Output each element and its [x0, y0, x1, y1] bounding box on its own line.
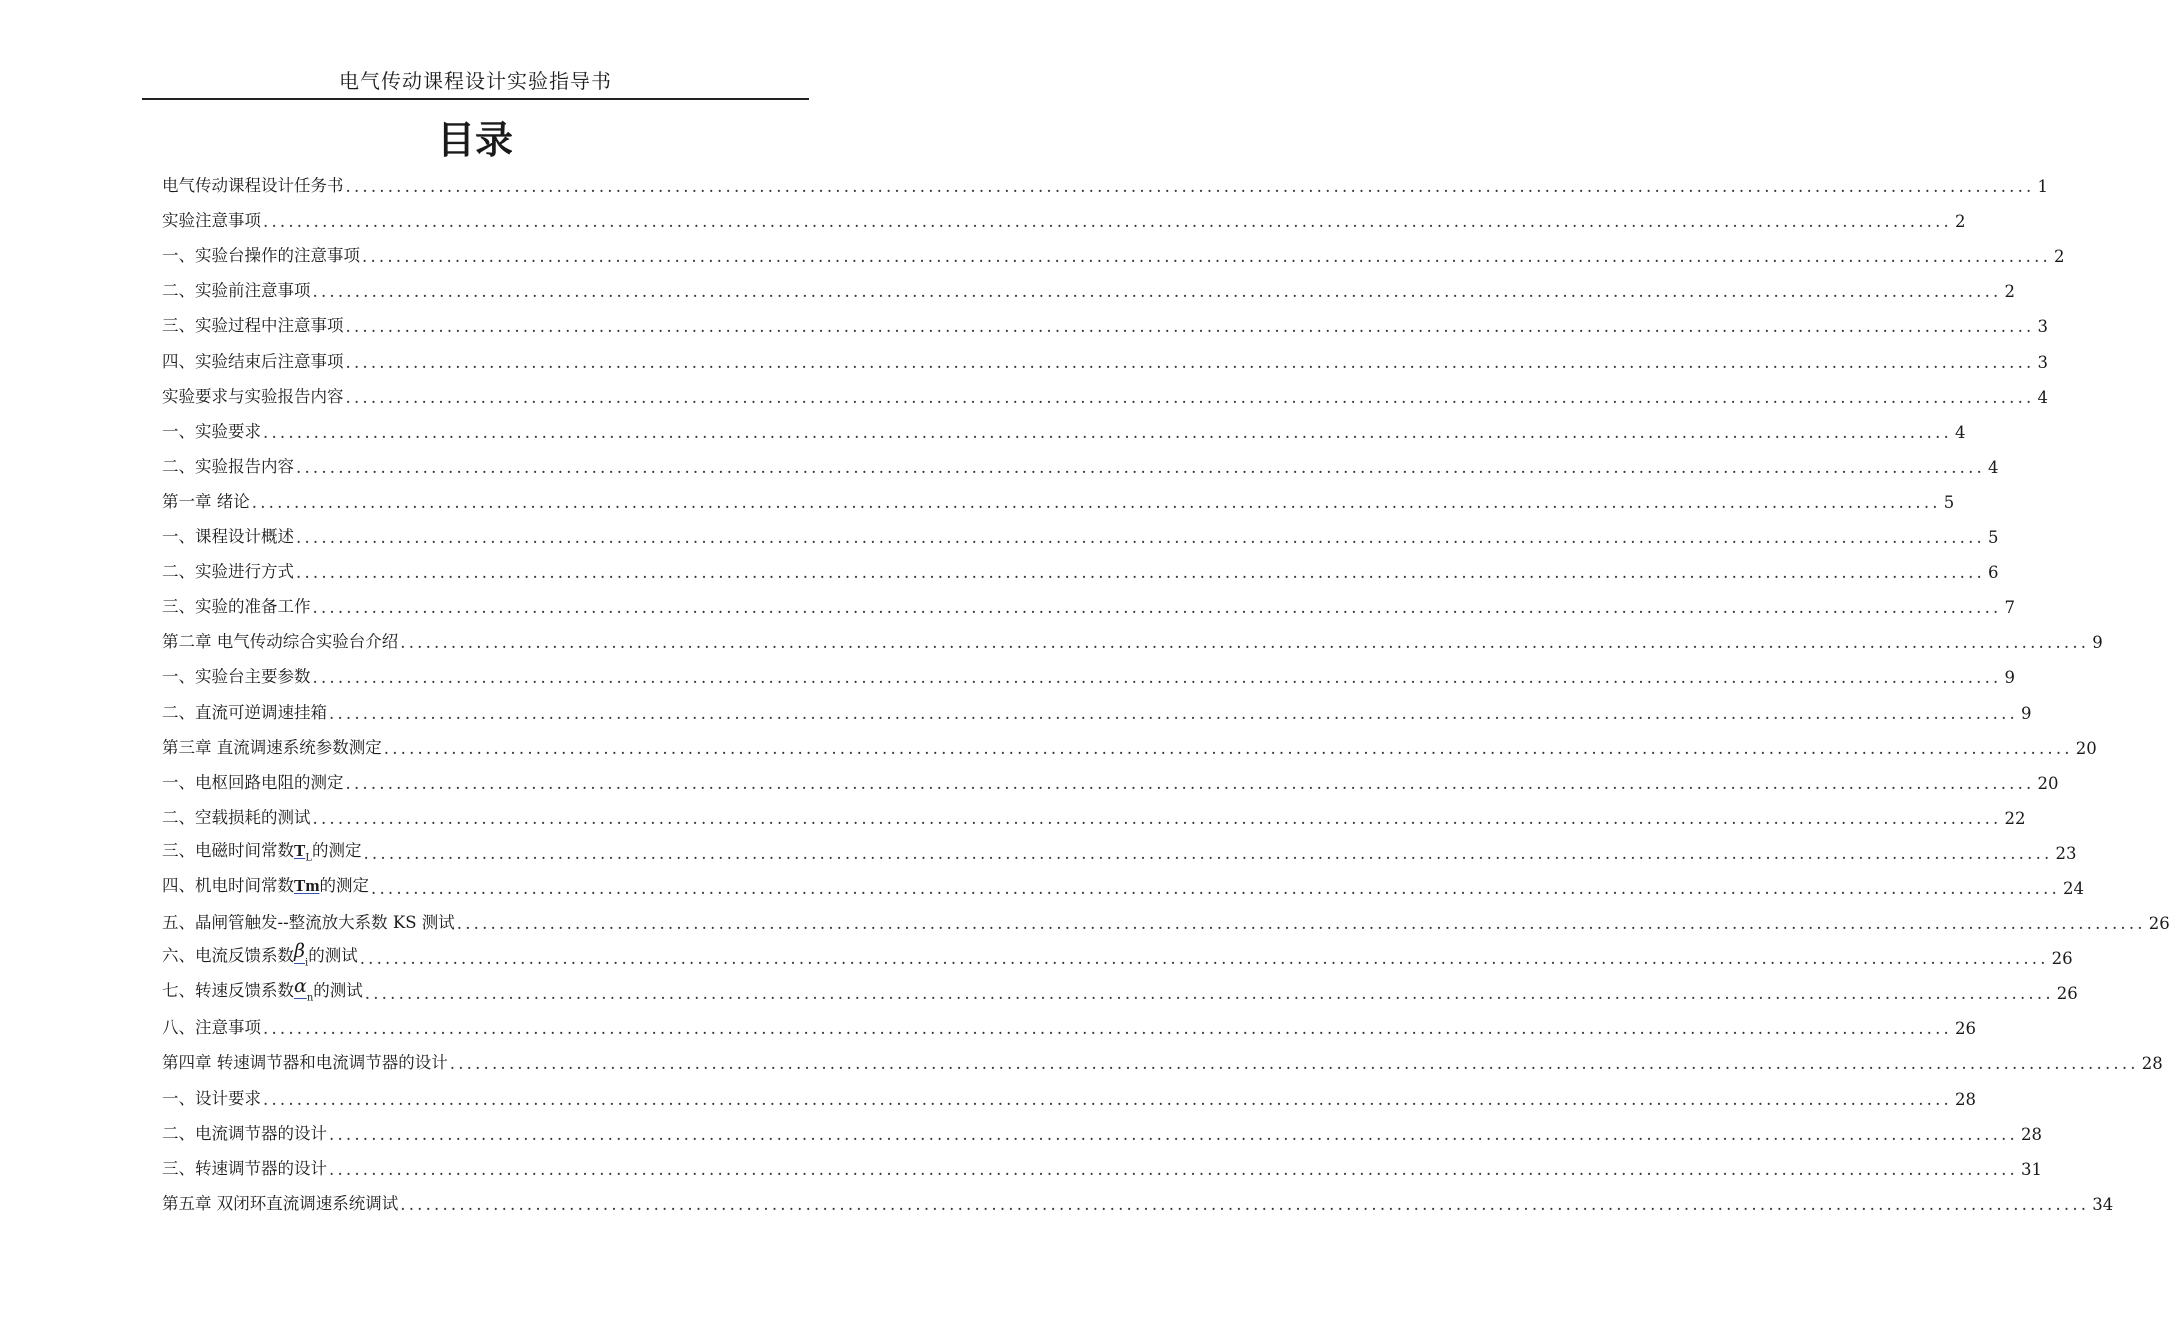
toc-entry[interactable] [162, 974, 2078, 1010]
toc-dot-leader: ........................................................................................................................................................................................................ [263, 422, 1952, 442]
toc-entry[interactable] [162, 1186, 2114, 1221]
toc-dot-leader: ........................................................................................................................................................................................................ [251, 492, 1941, 512]
toc-page-number: 6 [1987, 563, 1999, 583]
math-symbol [294, 840, 312, 863]
table-of-contents [162, 168, 2170, 1221]
toc-entry-label: 一、课程设计概述 [162, 527, 294, 547]
toc-entry[interactable] [162, 1010, 1976, 1045]
toc-dot-leader: ........................................................................................................................................................................................................ [456, 914, 2146, 934]
toc-entry-label: 二、直流可逆调速挂箱 [162, 702, 327, 722]
toc-entry[interactable] [162, 203, 1966, 238]
toc-page-number: 31 [2020, 1159, 2042, 1179]
toc-entry-label-prefix: 三、电磁时间常数 [162, 840, 294, 860]
math-symbol [294, 876, 320, 895]
toc-dot-leader: ........................................................................................................................................................................................................ [345, 317, 2035, 337]
toc-entry-label-prefix: 七、转速反馈系数 [162, 980, 294, 1000]
toc-entry-label: 五、晶闸管触发--整流放大系数 KS 测试 [162, 913, 455, 933]
toc-entry-label: 二、空载损耗的测试 [162, 807, 311, 827]
toc-entry-label: 一、实验台操作的注意事项 [162, 246, 360, 266]
toc-entry[interactable] [162, 484, 1955, 519]
toc-dot-leader: ........................................................................................................................................................................................................ [363, 843, 2053, 863]
toc-page-number: 9 [2020, 703, 2032, 723]
math-symbol-base: β [294, 939, 305, 962]
toc-entry-label-suffix: 的测试 [308, 945, 358, 965]
math-symbol [294, 974, 314, 1004]
toc-entry-label: 第三章 直流调速系统参数测定 [162, 737, 382, 757]
math-symbol-base: Tm [294, 875, 320, 895]
toc-entry-label [162, 940, 358, 968]
toc-entry[interactable] [162, 870, 2084, 905]
toc-entry-label: 第一章 绪论 [162, 491, 250, 511]
toc-entry[interactable] [162, 800, 2026, 835]
toc-entry[interactable] [162, 414, 1966, 449]
toc-page-number: 23 [2055, 843, 2077, 863]
toc-entry-label-suffix: 的测定 [311, 840, 362, 860]
toc-page-number: 3 [2037, 317, 2048, 337]
toc-page-number: 3 [2037, 352, 2048, 372]
toc-page-number: 1 [2037, 177, 2048, 197]
toc-entry-label [162, 837, 361, 863]
toc-page-number: 26 [2051, 949, 2073, 969]
toc-entry[interactable] [162, 554, 1999, 589]
toc-page-number: 24 [2062, 878, 2084, 898]
toc-page-number: 26 [2148, 914, 2170, 934]
toc-entry-label: 一、设计要求 [162, 1088, 261, 1108]
toc-dot-leader: ........................................................................................................................................................................................................ [362, 247, 2051, 267]
toc-entry[interactable] [162, 835, 2077, 870]
toc-dot-leader: ........................................................................................................................................................................................................ [345, 773, 2035, 793]
toc-entry[interactable] [162, 343, 2048, 378]
toc-page-number: 2 [2004, 282, 2015, 302]
toc-page-number: 4 [1954, 422, 1966, 442]
toc-entry-label: 第五章 双闭环直流调速系统调试 [162, 1193, 399, 1213]
toc-entry[interactable] [162, 449, 1999, 484]
math-symbol-base: α [294, 974, 307, 997]
toc-entry[interactable] [162, 1045, 2163, 1080]
toc-dot-leader: ........................................................................................................................................................................................................ [263, 1089, 1952, 1109]
toc-dot-leader: ........................................................................................................................................................................................................ [312, 808, 2002, 828]
toc-entry-label-suffix: 的测试 [313, 980, 363, 1000]
toc-page-number: 26 [2056, 984, 2078, 1004]
toc-entry-label: 二、电流调节器的设计 [162, 1123, 327, 1143]
toc-page-number: 5 [1987, 528, 1999, 548]
page-header: 电气传动课程设计实验指导书 [142, 66, 809, 100]
toc-page-number: 7 [2004, 598, 2015, 618]
toc-entry-label: 二、实验进行方式 [162, 562, 294, 582]
toc-dot-leader: ........................................................................................................................................................................................................ [263, 1019, 1952, 1039]
toc-entry[interactable] [162, 694, 2032, 729]
toc-dot-leader: ........................................................................................................................................................................................................ [371, 878, 2060, 898]
toc-entry-label: 二、实验报告内容 [162, 456, 294, 476]
toc-dot-leader: ........................................................................................................................................................................................................ [359, 949, 2049, 969]
toc-entry[interactable] [162, 659, 2015, 694]
toc-entry-label-prefix: 四、机电时间常数 [162, 875, 294, 895]
toc-dot-leader: ........................................................................................................................................................................................................ [364, 984, 2054, 1004]
toc-dot-leader: ........................................................................................................................................................................................................ [345, 352, 2035, 372]
toc-entry-label: 电气传动课程设计任务书 [162, 176, 344, 196]
math-symbol-subscript: L [305, 851, 312, 863]
toc-dot-leader: ........................................................................................................................................................................................................ [449, 1054, 2139, 1074]
toc-entry[interactable] [162, 238, 2065, 273]
toc-entry-label: 三、实验过程中注意事项 [162, 316, 344, 336]
toc-dot-leader: ........................................................................................................................................................................................................ [329, 703, 2018, 723]
toc-entry-label [162, 975, 363, 1003]
toc-entry[interactable] [162, 1116, 2042, 1151]
toc-dot-leader: ........................................................................................................................................................................................................ [345, 387, 2035, 407]
toc-page-number: 28 [1954, 1089, 1976, 1109]
toc-entry[interactable] [162, 905, 2170, 940]
toc-entry-label [162, 872, 369, 898]
toc-page-number: 22 [2004, 808, 2026, 828]
toc-entry-label: 三、实验的准备工作 [162, 597, 311, 617]
toc-page-number: 28 [2141, 1054, 2163, 1074]
math-symbol-subscript: n [306, 992, 314, 1004]
toc-entry[interactable] [162, 1151, 2042, 1186]
toc-entry[interactable] [162, 308, 2048, 343]
toc-entry[interactable] [162, 765, 2059, 800]
toc-page-number: 2 [1954, 212, 1966, 232]
toc-page-number: 26 [1954, 1019, 1976, 1039]
toc-entry[interactable] [162, 1080, 1976, 1115]
toc-dot-leader: ........................................................................................................................................................................................................ [296, 528, 1985, 548]
math-symbol-base: T [294, 840, 306, 860]
toc-page-number: 2 [2053, 247, 2065, 267]
toc-entry[interactable] [162, 589, 2015, 624]
toc-entry-label-prefix: 六、电流反馈系数 [162, 945, 294, 965]
toc-page-number: 20 [2037, 773, 2059, 793]
toc-page-number: 5 [1943, 492, 1955, 512]
toc-entry-label: 第二章 电气传动综合实验台介绍 [162, 632, 399, 652]
toc-entry[interactable] [162, 273, 2015, 308]
toc-page-number: 9 [2092, 633, 2103, 653]
toc-page-number: 4 [1987, 457, 1999, 477]
toc-entry[interactable] [162, 939, 2073, 975]
toc-entry[interactable] [162, 519, 1999, 554]
toc-dot-leader: ........................................................................................................................................................................................................ [312, 668, 2002, 688]
toc-dot-leader: ........................................................................................................................................................................................................ [312, 598, 2002, 618]
toc-entry-label-suffix: 的测定 [319, 875, 369, 895]
toc-dot-leader: ........................................................................................................................................................................................................ [383, 738, 2073, 758]
toc-entry-label: 三、转速调节器的设计 [162, 1158, 327, 1178]
toc-entry[interactable] [162, 168, 2048, 203]
toc-dot-leader: ........................................................................................................................................................................................................ [296, 457, 1985, 477]
toc-dot-leader: ........................................................................................................................................................................................................ [329, 1124, 2018, 1144]
toc-entry-label: 第四章 转速调节器和电流调节器的设计 [162, 1053, 448, 1073]
toc-page-number: 28 [2020, 1124, 2042, 1144]
toc-entry-label: 一、实验台主要参数 [162, 667, 311, 687]
toc-entry[interactable] [162, 624, 2103, 659]
toc-entry-label: 八、注意事项 [162, 1018, 261, 1038]
toc-entry-label: 一、实验要求 [162, 421, 261, 441]
toc-dot-leader: ........................................................................................................................................................................................................ [263, 212, 1952, 232]
toc-dot-leader: ........................................................................................................................................................................................................ [329, 1159, 2018, 1179]
math-symbol-subscript: i [304, 957, 309, 969]
toc-dot-leader: ........................................................................................................................................................................................................ [400, 633, 2090, 653]
toc-entry[interactable] [162, 379, 2048, 414]
toc-dot-leader: ........................................................................................................................................................................................................ [345, 177, 2035, 197]
toc-dot-leader: ........................................................................................................................................................................................................ [312, 282, 2002, 302]
toc-entry-label: 一、电枢回路电阻的测定 [162, 772, 344, 792]
toc-page-number: 20 [2075, 738, 2097, 758]
toc-dot-leader: ........................................................................................................................................................................................................ [296, 563, 1985, 583]
page-title: 目录 [436, 118, 513, 162]
math-symbol [294, 939, 309, 969]
toc-entry[interactable] [162, 730, 2097, 765]
toc-page-number: 9 [2004, 668, 2015, 688]
toc-page-number: 34 [2092, 1194, 2114, 1214]
toc-entry-label: 二、实验前注意事项 [162, 281, 311, 301]
toc-entry-label: 实验注意事项 [162, 211, 261, 231]
toc-entry-label: 四、实验结束后注意事项 [162, 351, 344, 371]
toc-page-number: 4 [2037, 387, 2048, 407]
toc-entry-label: 实验要求与实验报告内容 [162, 386, 344, 406]
toc-dot-leader: ........................................................................................................................................................................................................ [400, 1194, 2090, 1214]
